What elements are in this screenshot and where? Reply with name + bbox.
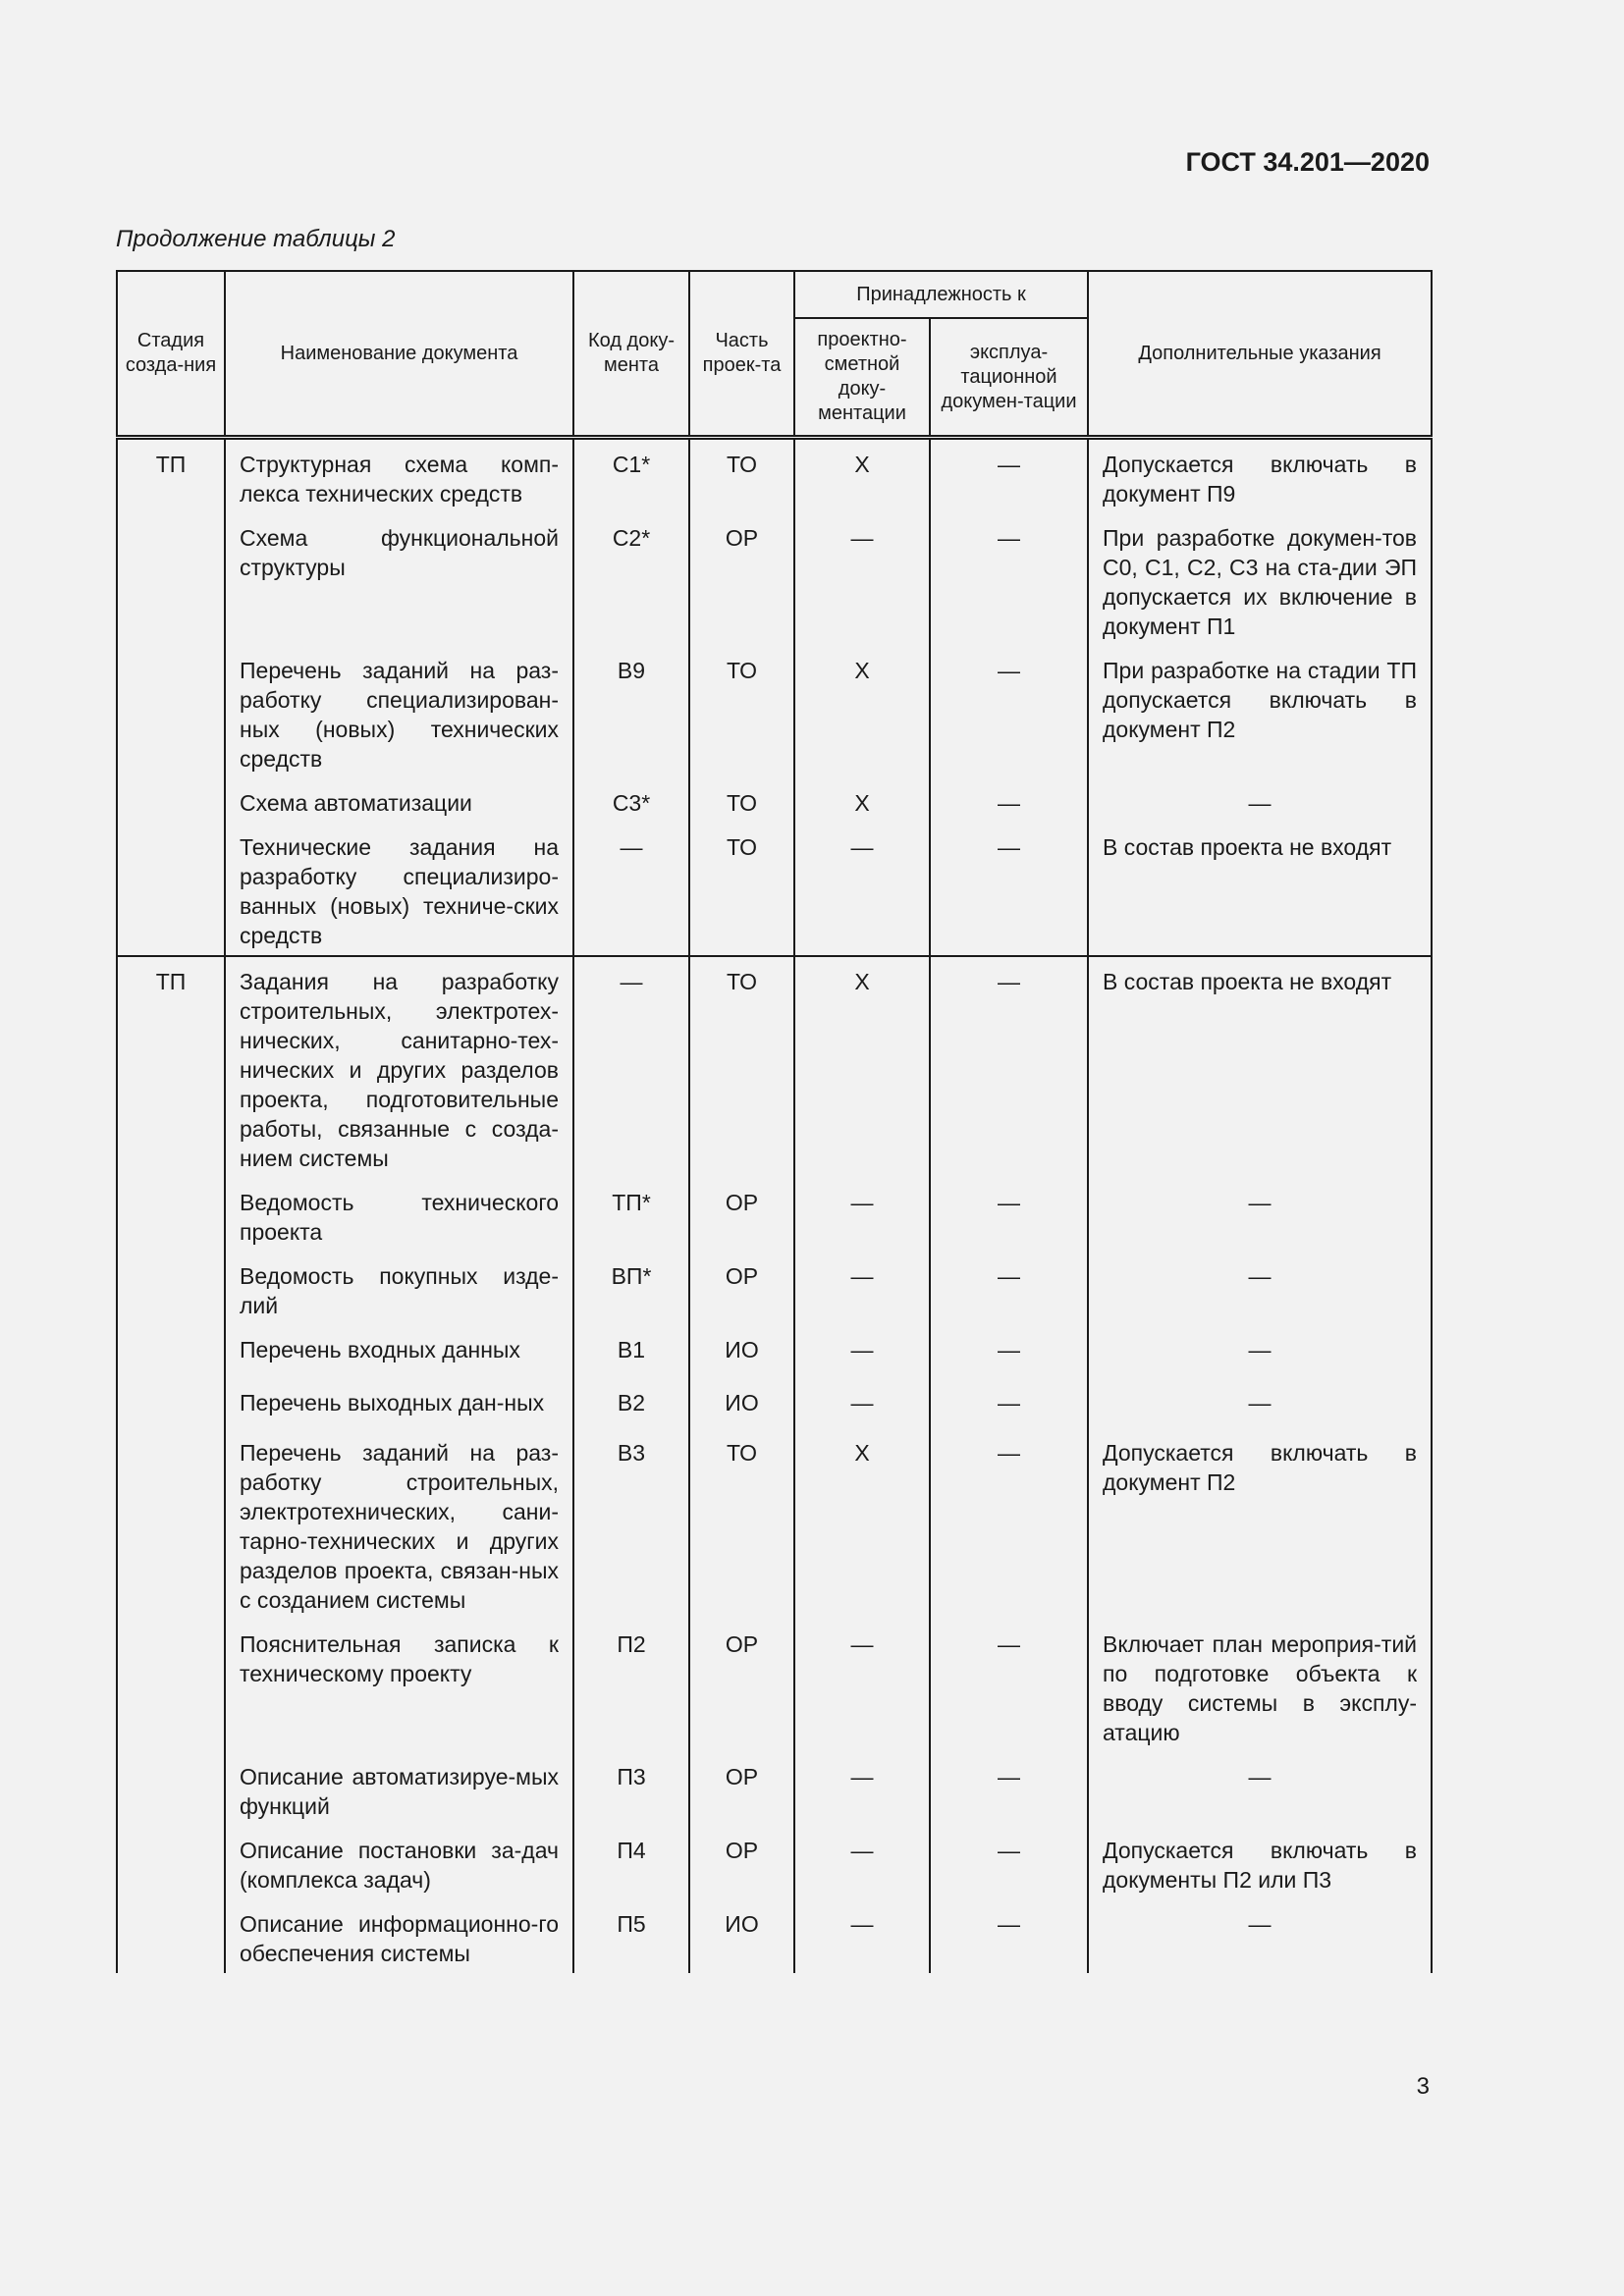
design-docs-cell: — (794, 1178, 930, 1252)
document-name-cell: Перечень выходных дан-ных (225, 1378, 573, 1428)
table-row (117, 1378, 1432, 1428)
document-name-cell: Структурная схема комп-лекса технических средств (225, 438, 573, 514)
notes-cell: В состав проекта не входят (1088, 956, 1432, 1178)
design-docs-cell: — (794, 1252, 930, 1325)
operational-docs-cell: — (930, 778, 1088, 823)
document-code-cell: — (573, 823, 689, 956)
document-code-cell: ТП* (573, 1178, 689, 1252)
operational-docs-cell: — (930, 823, 1088, 956)
project-part-cell: ТО (689, 778, 794, 823)
table-row (117, 1826, 1432, 1899)
document-name-cell: Ведомость покупных изде-лий (225, 1252, 573, 1325)
table-row (117, 1752, 1432, 1826)
project-part-cell: ТО (689, 956, 794, 1178)
table-row (117, 1428, 1432, 1620)
col-part-header: Часть проек-та (689, 271, 794, 438)
notes-cell: — (1088, 1899, 1432, 1973)
project-part-cell: ОР (689, 1752, 794, 1826)
notes-cell: — (1088, 1325, 1432, 1378)
document-name-cell: Технические задания на разработку специализиро-ванных (новых) техниче-ских средств (225, 823, 573, 956)
design-docs-cell: — (794, 823, 930, 956)
design-docs-cell: Х (794, 778, 930, 823)
col-design-docs-header: проектно-сметной доку-ментации (794, 318, 930, 438)
project-part-cell: ОР (689, 513, 794, 646)
design-docs-cell: Х (794, 1428, 930, 1620)
table-row (117, 1178, 1432, 1252)
notes-cell: — (1088, 1252, 1432, 1325)
notes-cell: — (1088, 1178, 1432, 1252)
documents-table (116, 270, 1431, 1973)
document-code-cell: С1* (573, 438, 689, 514)
design-docs-cell: — (794, 1899, 930, 1973)
notes-cell: — (1088, 1752, 1432, 1826)
design-docs-cell: — (794, 1620, 930, 1752)
operational-docs-cell: — (930, 1325, 1088, 1378)
project-part-cell: ТО (689, 823, 794, 956)
document-name-cell: Схема автоматизации (225, 778, 573, 823)
notes-cell: Включает план мероприя-тий по подготовке объекта к вводу системы в эксплу-атацию (1088, 1620, 1432, 1752)
col-belongs-header: Принадлежность к (794, 271, 1088, 318)
notes-cell: При разработке на стадии ТП допускается включать в документ П2 (1088, 646, 1432, 778)
document-name-cell: Перечень заданий на раз-работку специализирован-ных (новых) технических средств (225, 646, 573, 778)
page-number: 3 (1416, 2073, 1430, 2100)
document-name-cell: Перечень входных данных (225, 1325, 573, 1378)
table-row (117, 1325, 1432, 1378)
col-operational-docs-header: эксплуа-тационной докумен-тации (930, 318, 1088, 438)
table-group (117, 956, 1432, 1973)
operational-docs-cell: — (930, 1178, 1088, 1252)
stage-cell: ТП (117, 956, 225, 1973)
project-part-cell: ИО (689, 1899, 794, 1973)
document-code-cell: П3 (573, 1752, 689, 1826)
document-name-cell: Задания на разработку строительных, электротех-нических, санитарно-тех-нических и других разделов проекта, подготовительные работы, связанные с созда-нием системы (225, 956, 573, 1178)
document-code-cell: С3* (573, 778, 689, 823)
project-part-cell: ИО (689, 1378, 794, 1428)
table-row (117, 646, 1432, 778)
notes-cell: — (1088, 1378, 1432, 1428)
table-continuation-caption: Продолжение таблицы 2 (116, 226, 396, 252)
document-code-cell: П5 (573, 1899, 689, 1973)
design-docs-cell: Х (794, 438, 930, 514)
operational-docs-cell: — (930, 1620, 1088, 1752)
project-part-cell: ОР (689, 1620, 794, 1752)
design-docs-cell: — (794, 1752, 930, 1826)
operational-docs-cell: — (930, 1378, 1088, 1428)
operational-docs-cell: — (930, 1252, 1088, 1325)
standard-designation: ГОСТ 34.201—2020 (1185, 147, 1430, 177)
design-docs-cell: Х (794, 956, 930, 1178)
table-header (117, 271, 1432, 438)
table-row (117, 1899, 1432, 1973)
col-code-header: Код доку-мента (573, 271, 689, 438)
document-name-cell: Схема функциональной структуры (225, 513, 573, 646)
document-code-cell: В3 (573, 1428, 689, 1620)
notes-cell: При разработке докумен-тов С0, С1, С2, С3 на ста-дии ЭП допускается их включение в документ П1 (1088, 513, 1432, 646)
notes-cell: — (1088, 778, 1432, 823)
design-docs-cell: — (794, 1325, 930, 1378)
design-docs-cell: Х (794, 646, 930, 778)
document-code-cell: В2 (573, 1378, 689, 1428)
document-code-cell: ВП* (573, 1252, 689, 1325)
col-name-header: Наименование документа (225, 271, 573, 438)
table-row (117, 956, 1432, 1178)
document-code-cell: П2 (573, 1620, 689, 1752)
col-notes-header: Дополнительные указания (1088, 271, 1432, 438)
operational-docs-cell: — (930, 1899, 1088, 1973)
operational-docs-cell: — (930, 646, 1088, 778)
project-part-cell: ИО (689, 1325, 794, 1378)
project-part-cell: ТО (689, 646, 794, 778)
document-name-cell: Пояснительная записка к техническому проекту (225, 1620, 573, 1752)
notes-cell: Допускается включать в документы П2 или П3 (1088, 1826, 1432, 1899)
operational-docs-cell: — (930, 1826, 1088, 1899)
document-name-cell: Описание постановки за-дач (комплекса задач) (225, 1826, 573, 1899)
operational-docs-cell: — (930, 1752, 1088, 1826)
document-code-cell: С2* (573, 513, 689, 646)
table-row (117, 513, 1432, 646)
notes-cell: Допускается включать в документ П2 (1088, 1428, 1432, 1620)
project-part-cell: ОР (689, 1252, 794, 1325)
col-stage-header: Стадия созда-ния (117, 271, 225, 438)
document-name-cell: Ведомость технического проекта (225, 1178, 573, 1252)
document-name-cell: Описание информационно-го обеспечения системы (225, 1899, 573, 1973)
design-docs-cell: — (794, 1378, 930, 1428)
table-row (117, 823, 1432, 956)
document-code-cell: В9 (573, 646, 689, 778)
operational-docs-cell: — (930, 956, 1088, 1178)
project-part-cell: ОР (689, 1826, 794, 1899)
notes-cell: Допускается включать в документ П9 (1088, 438, 1432, 514)
design-docs-cell: — (794, 513, 930, 646)
operational-docs-cell: — (930, 438, 1088, 514)
project-part-cell: ОР (689, 1178, 794, 1252)
table-row (117, 438, 1432, 514)
table-row (117, 1620, 1432, 1752)
document-code-cell: П4 (573, 1826, 689, 1899)
document-code-cell: — (573, 956, 689, 1178)
project-part-cell: ТО (689, 1428, 794, 1620)
stage-cell: ТП (117, 438, 225, 957)
table-group (117, 438, 1432, 957)
operational-docs-cell: — (930, 1428, 1088, 1620)
project-part-cell: ТО (689, 438, 794, 514)
document-code-cell: В1 (573, 1325, 689, 1378)
document-name-cell: Описание автоматизируе-мых функций (225, 1752, 573, 1826)
table-row (117, 778, 1432, 823)
notes-cell: В состав проекта не входят (1088, 823, 1432, 956)
design-docs-cell: — (794, 1826, 930, 1899)
operational-docs-cell: — (930, 513, 1088, 646)
table-row (117, 1252, 1432, 1325)
document-name-cell: Перечень заданий на раз-работку строительных, электротехнических, сани-тарно-технических и других разделов проекта, связан-ных с созданием системы (225, 1428, 573, 1620)
